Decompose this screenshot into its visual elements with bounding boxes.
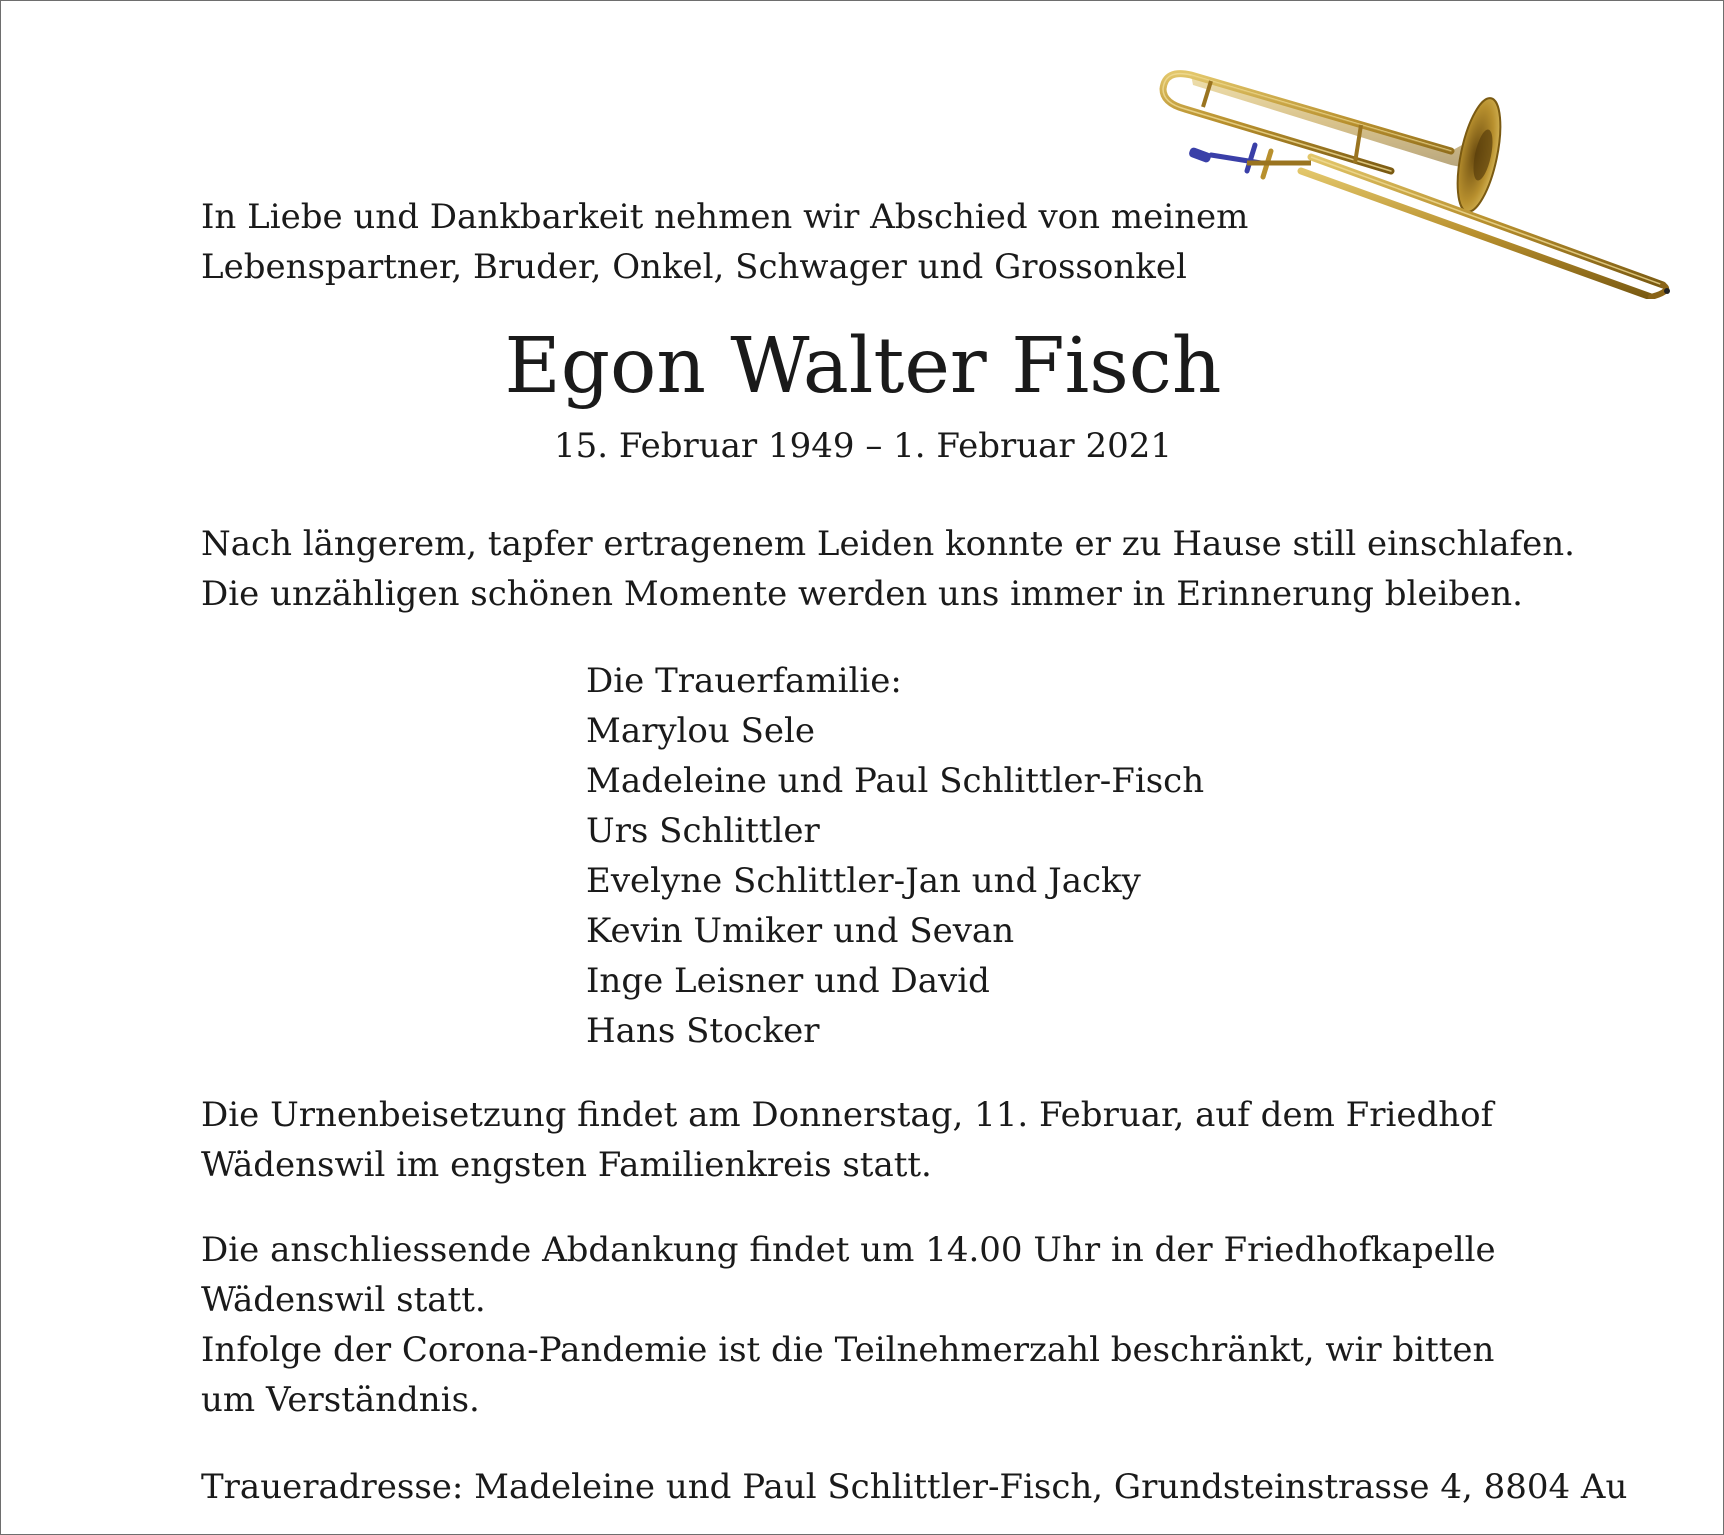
deceased-name: Egon Walter Fisch bbox=[504, 322, 1222, 411]
life-dates: 15. Februar 1949 – 1. Februar 2021 bbox=[554, 426, 1172, 466]
family-member: Evelyne Schlittler-Jan und Jacky bbox=[586, 861, 1141, 901]
service-line: Die anschliessende Abdankung findet um 14.00 Uhr in der Friedhofkapelle bbox=[201, 1230, 1496, 1270]
family-member: Urs Schlittler bbox=[586, 811, 820, 851]
family-member: Hans Stocker bbox=[586, 1011, 820, 1051]
message-line: Die unzähligen schönen Momente werden uns immer in Erinnerung bleiben. bbox=[201, 574, 1523, 614]
intro-text bbox=[201, 192, 1248, 292]
message-line: Nach längerem, tapfer ertragenem Leiden konnte er zu Hause still einschlafen. bbox=[201, 524, 1575, 564]
service-line: Infolge der Corona-Pandemie ist die Teilnehmerzahl beschränkt, wir bitten bbox=[201, 1330, 1495, 1370]
intro-line: In Liebe und Dankbarkeit nehmen wir Abschied von meinem bbox=[201, 197, 1249, 237]
service-line: Wädenswil statt. bbox=[201, 1280, 486, 1320]
service-line: um Verständnis. bbox=[201, 1380, 480, 1420]
family-member: Madeleine und Paul Schlittler-Fisch bbox=[586, 761, 1205, 801]
burial-line: Die Urnenbeisetzung findet am Donnerstag, 11. Februar, auf dem Friedhof bbox=[201, 1095, 1494, 1135]
family-list bbox=[586, 656, 1204, 1056]
family-member: Marylou Sele bbox=[586, 711, 816, 751]
burial-line: Wädenswil im engsten Familienkreis statt. bbox=[201, 1145, 932, 1185]
family-member: Kevin Umiker und Sevan bbox=[586, 911, 1015, 951]
message-text bbox=[201, 519, 1575, 619]
burial-info bbox=[201, 1090, 1493, 1190]
family-member: Inge Leisner und David bbox=[586, 961, 990, 1001]
service-info bbox=[201, 1225, 1496, 1425]
family-heading: Die Trauerfamilie: bbox=[586, 661, 902, 701]
mourning-address: Traueradresse: Madeleine und Paul Schlittler-Fisch, Grundsteinstrasse 4, 8804 Au bbox=[201, 1467, 1628, 1507]
intro-line: Lebenspartner, Bruder, Onkel, Schwager und Grossonkel bbox=[201, 247, 1187, 287]
